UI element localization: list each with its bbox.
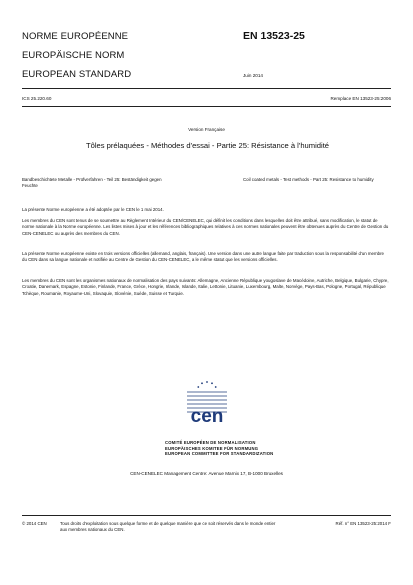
footer-rule [22, 515, 391, 516]
title-german: Bandbeschichtete Metalle - Prüfverfahren - Teil 25: Beständigkeit gegen Feuchte [22, 177, 162, 189]
logo-wordmark: cen [190, 406, 224, 427]
replaces-note: Remplace EN 13523-25:2006 [330, 96, 391, 101]
meta-rule [22, 106, 391, 107]
standard-number: EN 13523-25 [243, 30, 305, 42]
rules-paragraph: Les membres du CEN sont tenus de se soumettre au Règlement Intérieur du CEN/CENELEC, qui définit les conditions dans lesquelles doit être attribué, sans modification, le statut de norme nationale à la Norme européenne. Les listes mises à jour et les références bibliographiques relatives à ces normes nationales peuvent être obtenues auprès du Centre de Gestion du CEN-CENELEC ou auprès des membres du CEN. [22, 218, 389, 236]
cen-logo [183, 378, 231, 434]
copyright: © 2014 CEN [22, 521, 47, 526]
rights-notice: Tous droits d'exploitation sous quelque forme et de quelque manière que ce soit réservés dans le monde entier aux membres nationaux du CEN. [60, 521, 276, 533]
header-line-en: EUROPEAN STANDARD [22, 69, 132, 80]
ics-code: ICS 25.220.60 [22, 96, 52, 101]
reference-number: Réf. n° EN 13523-25:2014 F [335, 521, 391, 526]
publication-date: Juin 2014 [243, 73, 263, 78]
header-rule [22, 88, 391, 89]
members-paragraph: Les membres du CEN sont les organismes nationaux de normalisation des pays suivants: Allemagne, Ancienne République yougoslave de Macédoine, Autriche, Belgique, Bulgarie, Chypre, Croatie, Danemark, Espagne, Estonie, Finlande, France, Grèce, Hongrie, Irlande, Islande, Italie, Lettonie, Lituanie, Luxembourg, Malte, Norvège, Pays-Bas, Pologne, Portugal, République Tchèque, Roumanie, Royaume-Uni, Slovaquie, Slovénie, Suède, Suisse et Turquie. [22, 278, 389, 296]
logo-caption-de: EUROPÄISCHES KOMITEE FÜR NORMUNG [165, 445, 259, 451]
title-english: Coil coated metals - Test methods - Part 25: Resistance to humidity [243, 177, 374, 182]
cen-logo-icon [183, 378, 231, 434]
header-line-fr: NORME EUROPÉENNE [22, 31, 129, 42]
management-centre-address: CEN-CENELEC Management Centre: Avenue Marnix 17, B-1000 Bruxelles [130, 471, 283, 476]
adoption-paragraph: La présente Norme européenne a été adoptée par le CEN le 1 mai 2014. [22, 207, 164, 212]
header-line-de: EUROPÄISCHE NORM [22, 50, 125, 61]
version-label: Version Française [188, 127, 225, 132]
versions-paragraph: La présente Norme européenne existe en trois versions officielles (allemand, anglais, français). Une version dans une autre langue faite par traduction sous la responsabilité d'un membre du CEN dans sa langue nationale et notifiée au Centre de Gestion du CEN-CENELEC, a le même statut que les versions officielles. [22, 251, 384, 263]
logo-caption [165, 440, 273, 457]
logo-caption-fr: COMITÉ EUROPÉEN DE NORMALISATION [165, 440, 256, 445]
document-title: Tôles prélaquées - Méthodes d'essai - Partie 25: Résistance à l'humidité [85, 141, 330, 150]
logo-caption-en: EUROPEAN COMMITTEE FOR STANDARDIZATION [165, 451, 274, 457]
